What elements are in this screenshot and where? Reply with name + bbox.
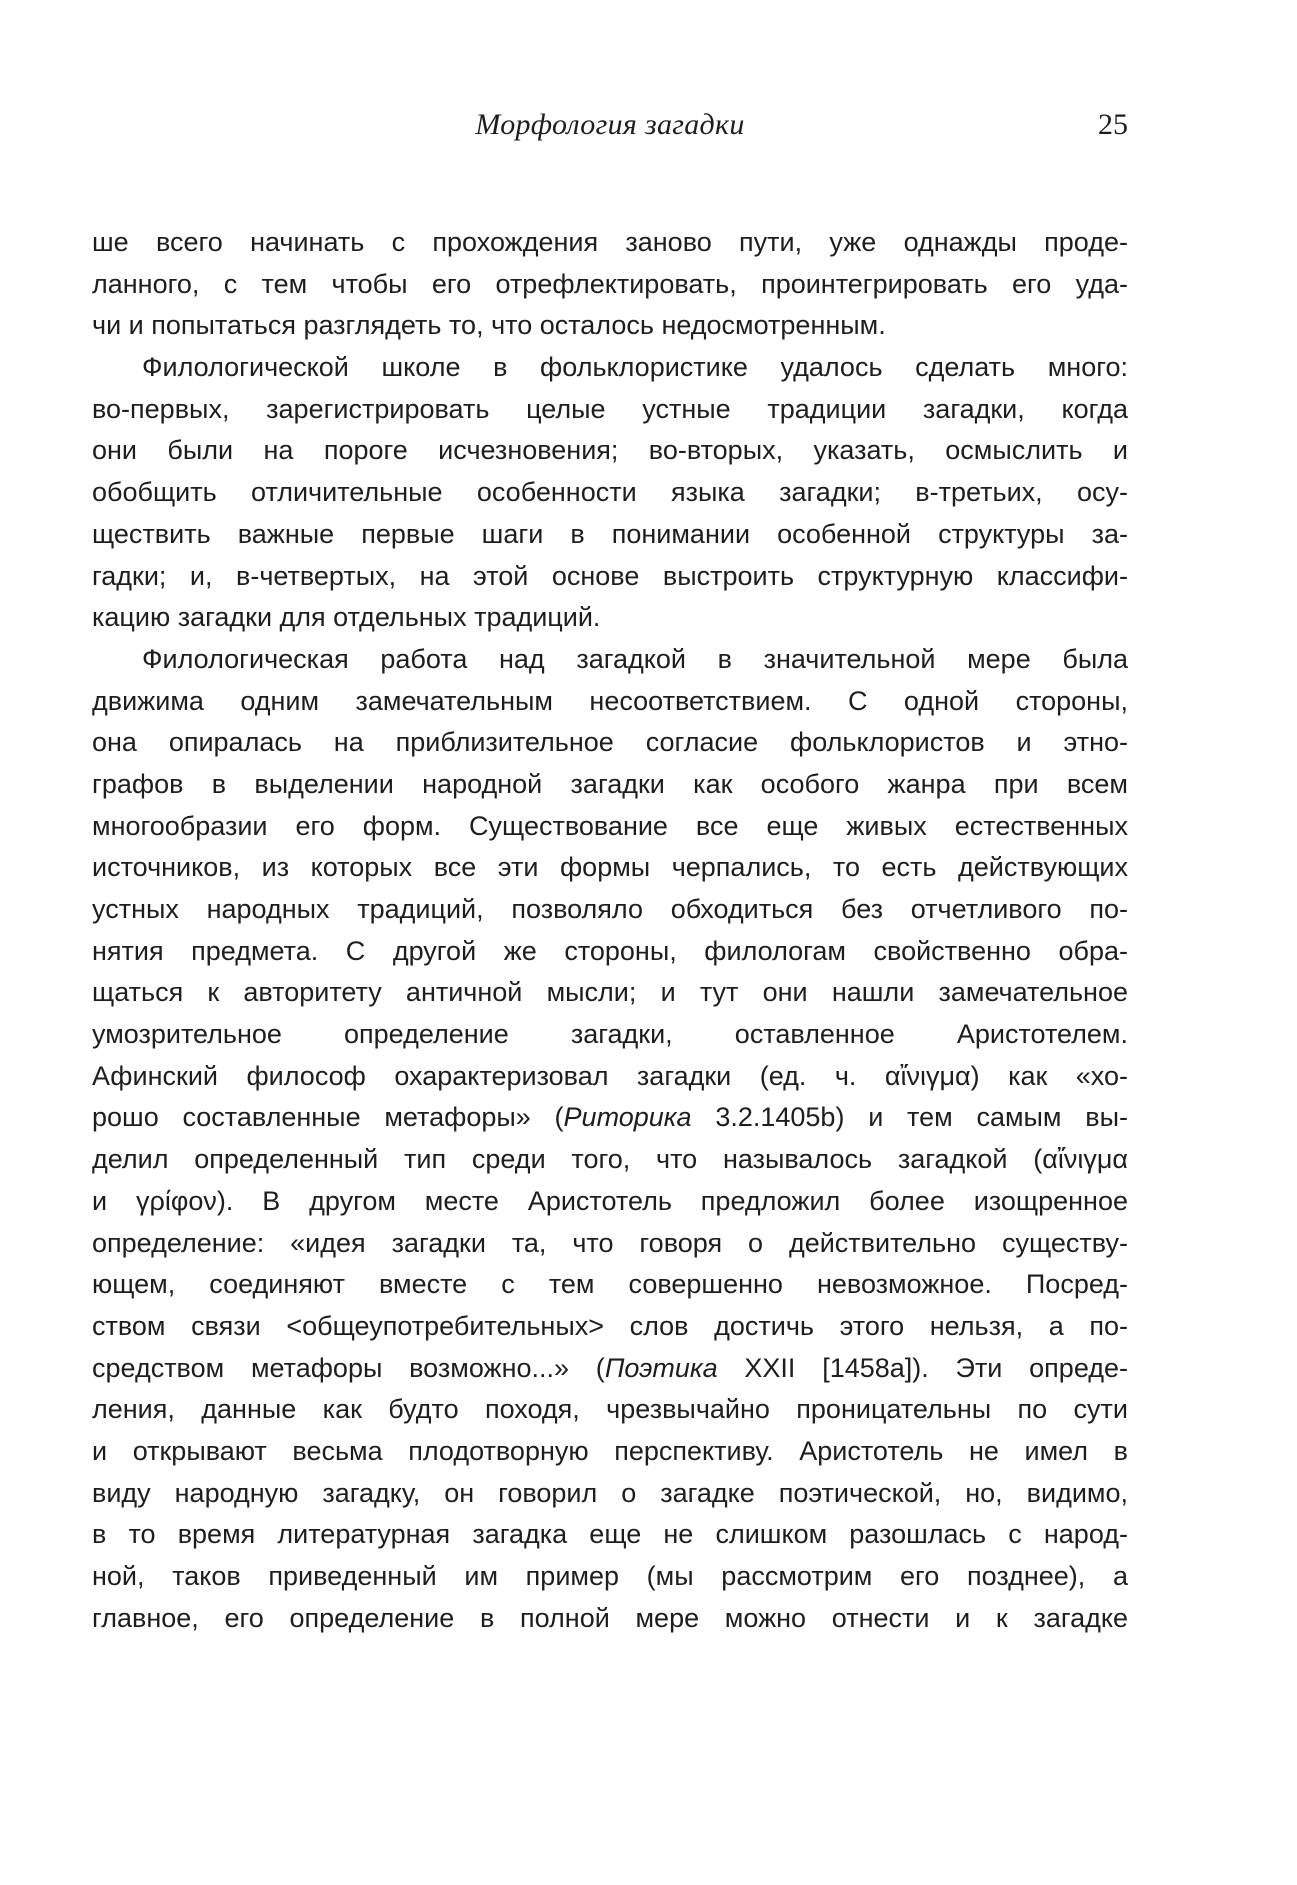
text-segment: средством метафоры возможно...» ( [92,1352,605,1383]
text-line [92,1097,1128,1139]
text-line: они были на пороге исчезновения; во-вторых, указать, осмыслить и [92,435,1128,466]
text-line: ланного, с тем чтобы его отрефлектировать, проинтегрировать его уда- [92,268,1128,299]
running-title: Морфология загадки [475,108,745,141]
page-number: 25 [1098,108,1128,141]
text-line: в то время литературная загадка еще не слишком разошлась с народ- [92,1519,1128,1550]
text-line: ющем, соединяют вместе с тем совершенно невозможное. Посред- [92,1269,1128,1300]
text-line: обобщить отличительные особенности языка загадки; в-третьих, осу- [92,477,1128,508]
text-line: графов в выделении народной загадки как особого жанра при всем [92,768,1128,799]
running-head [92,108,1128,156]
text-line: чи и попытаться разглядеть то, что осталось недосмотренным. [92,310,886,341]
text-line: щаться к авторитету античной мысли; и тут они нашли замечательное [92,977,1128,1008]
text-line: Филологической школе в фольклористике удалось сделать много: [142,352,1128,383]
italic-title: Поэтика [604,1352,718,1383]
italic-title: Риторика [563,1102,692,1133]
text-line: ной, таков приведенный им пример (мы рассмотрим его позднее), а [92,1561,1128,1591]
text-line: и открывают весьма плодотворную перспективу. Аристотель не имел в [92,1435,1128,1466]
text-line: ления, данные как будто походя, чрезвычайно проницательны по сути [92,1394,1128,1425]
text-line: во-первых, зарегистрировать целые устные традиции загадки, когда [92,393,1128,424]
text-line: многообразии его форм. Существование все еще живых естественных [92,810,1128,841]
text-line: главное, его определение в полной мере можно отнести и к загадке [92,1602,1128,1633]
text-line: устных народных традиций, позволяло обходиться без отчетливого по- [92,894,1128,924]
text-line: делил определенный тип среди того, что называлось загадкой (αἴνιγμα [92,1144,1128,1175]
text-line: Афинский философ охарактеризовал загадки (ед. ч. αἴνιγμα) как «хо- [92,1060,1128,1091]
text-line: умозрительное определение загадки, оставленное Аристотелем. [92,1019,1128,1050]
text-line: ществить важные первые шаги в понимании особенной структуры за- [92,518,1128,549]
text-line: источников, из которых все эти формы черпались, то есть действующих [92,852,1128,883]
text-line: и γρίφον). В другом месте Аристотель предложил более изощренное [92,1185,1128,1216]
text-segment: XXII [1458a]). Эти опреде- [717,1352,1128,1383]
text-line: гадки; и, в-четвертых, на этой основе выстроить структурную классифи- [92,560,1128,591]
body-text [92,222,1128,1639]
text-line: определение: «идея загадки та, что говоря о действительно существу- [92,1227,1128,1258]
text-line [92,1348,1128,1390]
text-line: ше всего начинать с прохождения заново пути, уже однажды проде- [92,227,1128,257]
text-line: ством связи <общеупотребительных> слов достичь этого нельзя, а по- [92,1310,1128,1341]
text-line: Филологическая работа над загадкой в значительной мере была [142,643,1128,674]
text-line: кацию загадки для отдельных традиций. [92,602,601,633]
text-segment: 3.2.1405b) и тем самым вы- [691,1102,1128,1133]
text-line: нятия предмета. С другой же стороны, филологам свойственно обра- [92,935,1128,966]
text-line: движима одним замечательным несоответствием. С одной стороны, [92,685,1128,716]
text-line: виду народную загадку, он говорил о загадке поэтической, но, видимо, [92,1477,1128,1508]
text-line: она опиралась на приблизительное согласие фольклористов и этно- [92,727,1128,758]
text-segment: рошо составленные метафоры» ( [92,1102,564,1133]
